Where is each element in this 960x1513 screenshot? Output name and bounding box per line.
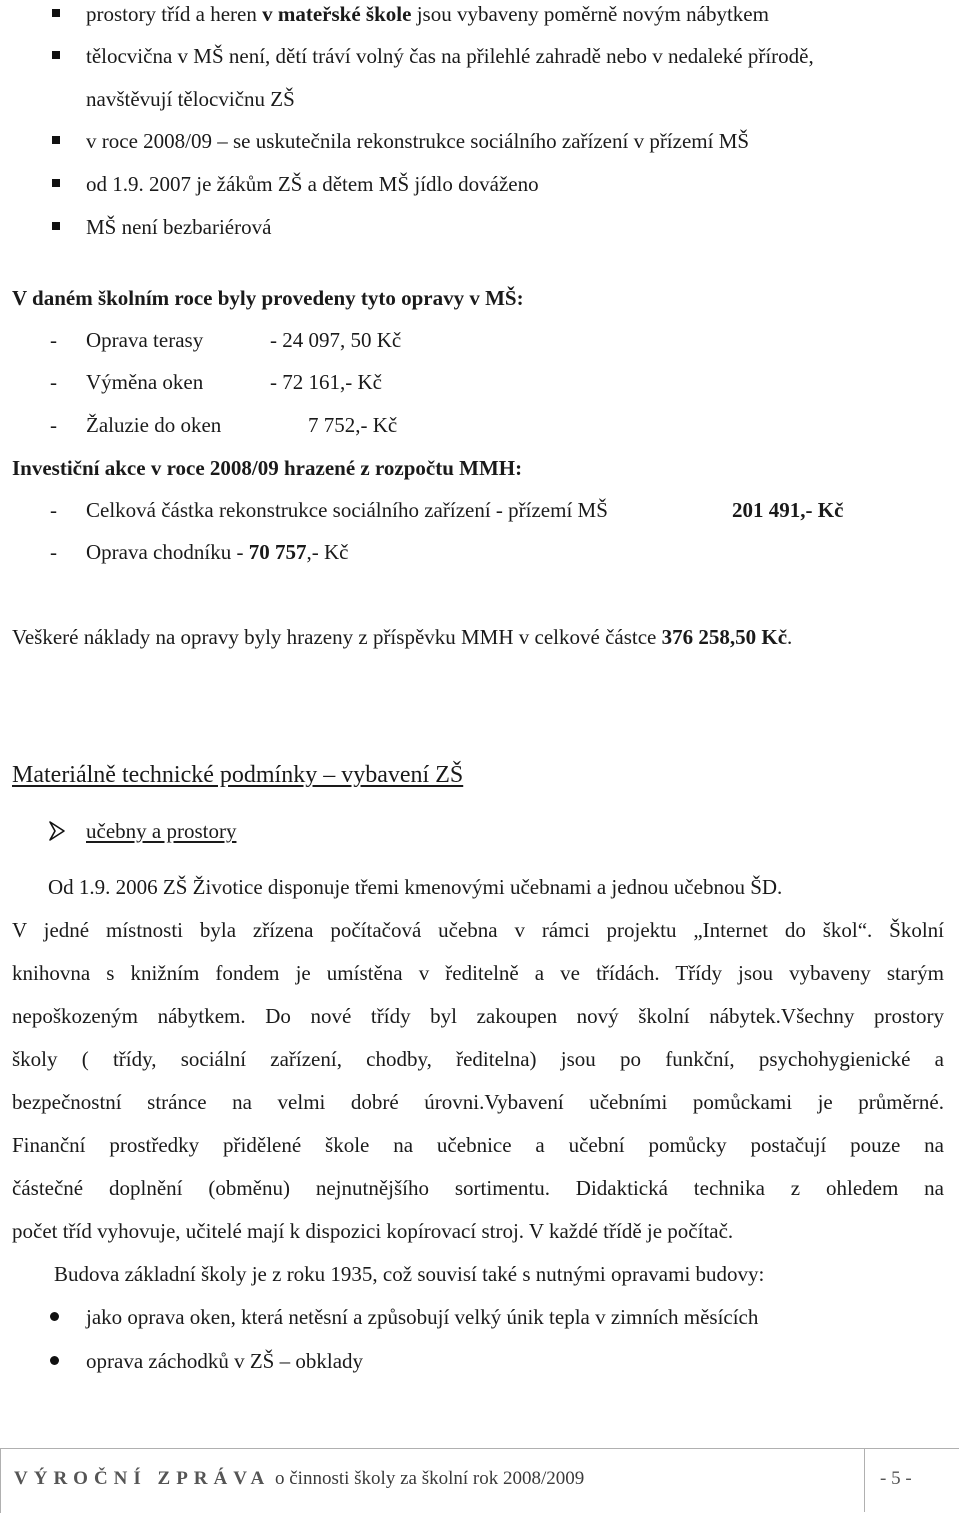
footer-caps: VÝROČNÍ ZPRÁVA bbox=[14, 1468, 271, 1489]
round-bullet-icon bbox=[50, 1356, 59, 1365]
building-text: Budova základní školy je z roku 1935, což souvisí také s nutnými opravami budovy: bbox=[54, 1262, 765, 1286]
dash-marker: - bbox=[50, 498, 57, 522]
dash-marker: - bbox=[50, 413, 57, 437]
repair-name: Oprava terasy bbox=[86, 328, 204, 352]
invest-amount: 201 491,- Kč bbox=[732, 498, 844, 522]
paragraph-line: částečné doplnění (obměnu) nejnutnějšího sortimentu. Didaktická technika z ohledem na bbox=[12, 1176, 944, 1200]
repair-amount: 7 752,- Kč bbox=[308, 413, 398, 437]
invest-heading: Investiční akce v roce 2008/09 hrazené z rozpočtu MMH: bbox=[12, 456, 523, 480]
bullet-line: v roce 2008/09 – se uskutečnila rekonstrukce sociálního zařízení v přízemí MŠ bbox=[86, 129, 750, 153]
dash-marker: - bbox=[50, 540, 57, 564]
paragraph-line: Od 1.9. 2006 ZŠ Životice disponuje třemi kmenovými učebnami a jednou učebnou ŠD. bbox=[48, 875, 783, 899]
paragraph-line: knihovna s knižním fondem je umístěna v ředitelně a ve třídách. Třídy jsou vybaveny starým bbox=[12, 961, 944, 985]
paragraph-line: Finanční prostředky přidělené škole na učebnice a učební pomůcky postačují pouze na bbox=[12, 1133, 944, 1157]
bullet-line: tělocvična v MŠ není, dětí tráví volný čas na přilehlé zahradě nebo v nedaleké přírodě, bbox=[86, 44, 814, 68]
dash-marker: - bbox=[50, 328, 57, 352]
square-bullet-icon bbox=[52, 136, 60, 144]
dash-marker: - bbox=[50, 370, 57, 394]
subheading: učebny a prostory bbox=[86, 819, 237, 843]
round-bullet-icon bbox=[50, 1312, 59, 1321]
paragraph-line: školy ( třídy, sociální zařízení, chodby, ředitelna) jsou po funkční, psychohygienické a bbox=[12, 1047, 944, 1071]
page-number: - 5 - bbox=[880, 1468, 912, 1489]
repair-amount: - 24 097, 50 Kč bbox=[270, 328, 402, 352]
total-costs: Veškeré náklady na opravy byly hrazeny z příspěvku MMH v celkové částce 376 258,50 Kč. bbox=[12, 625, 793, 649]
paragraph-line: bezpečnostní stránce na velmi dobré úrovni.Vybavení učebními pomůckami je průměrné. bbox=[12, 1090, 944, 1114]
paragraph-line: V jedné místnosti byla zřízena počítačová učebna v rámci projektu „Internet do škol“. Školní bbox=[12, 918, 944, 942]
paragraph-line: počet tříd vyhovuje, učitelé mají k dispozici kopírovací stroj. V každé třídě je počítač. bbox=[12, 1219, 734, 1243]
square-bullet-icon bbox=[52, 51, 60, 59]
repair-name: Výměna oken bbox=[86, 370, 204, 394]
bullet-line: prostory tříd a heren v mateřské škole jsou vybaveny poměrně novým nábytkem bbox=[86, 2, 769, 26]
bullet-line-continuation: navštěvují tělocvičnu ZŠ bbox=[86, 87, 295, 111]
bullet-line: od 1.9. 2007 je žákům ZŠ a dětem MŠ jídlo dováženo bbox=[86, 172, 539, 196]
paragraph-line: nepoškozeným nábytkem. Do nové třídy byl zakoupen nový školní nábytek.Všechny prostory bbox=[12, 1004, 944, 1028]
arrow-bullet-icon bbox=[48, 820, 68, 842]
footer-divider bbox=[864, 1448, 865, 1512]
repair-amount: - 72 161,- Kč bbox=[270, 370, 382, 394]
building-bullet: oprava záchodků v ZŠ – obklady bbox=[86, 1349, 364, 1373]
footer-title: VÝROČNÍ ZPRÁVA o činnosti školy za školní rok 2008/2009 bbox=[14, 1468, 585, 1489]
bullet-line: MŠ není bezbariérová bbox=[86, 215, 272, 239]
repairs-heading: V daném školním roce byly provedeny tyto opravy v MŠ: bbox=[12, 286, 524, 310]
building-bullet: jako oprava oken, která netěsní a způsobují velký únik tepla v zimních měsících bbox=[86, 1305, 759, 1329]
invest-item: Celková částka rekonstrukce sociálního zařízení - přízemí MŠ bbox=[86, 498, 608, 522]
section-heading: Materiálně technické podmínky – vybavení ZŠ bbox=[12, 762, 464, 788]
invest-item: Oprava chodníku - 70 757,- Kč bbox=[86, 540, 349, 564]
repair-name: Žaluzie do oken bbox=[86, 413, 222, 437]
square-bullet-icon bbox=[52, 179, 60, 187]
square-bullet-icon bbox=[52, 222, 60, 230]
square-bullet-icon bbox=[52, 9, 60, 17]
